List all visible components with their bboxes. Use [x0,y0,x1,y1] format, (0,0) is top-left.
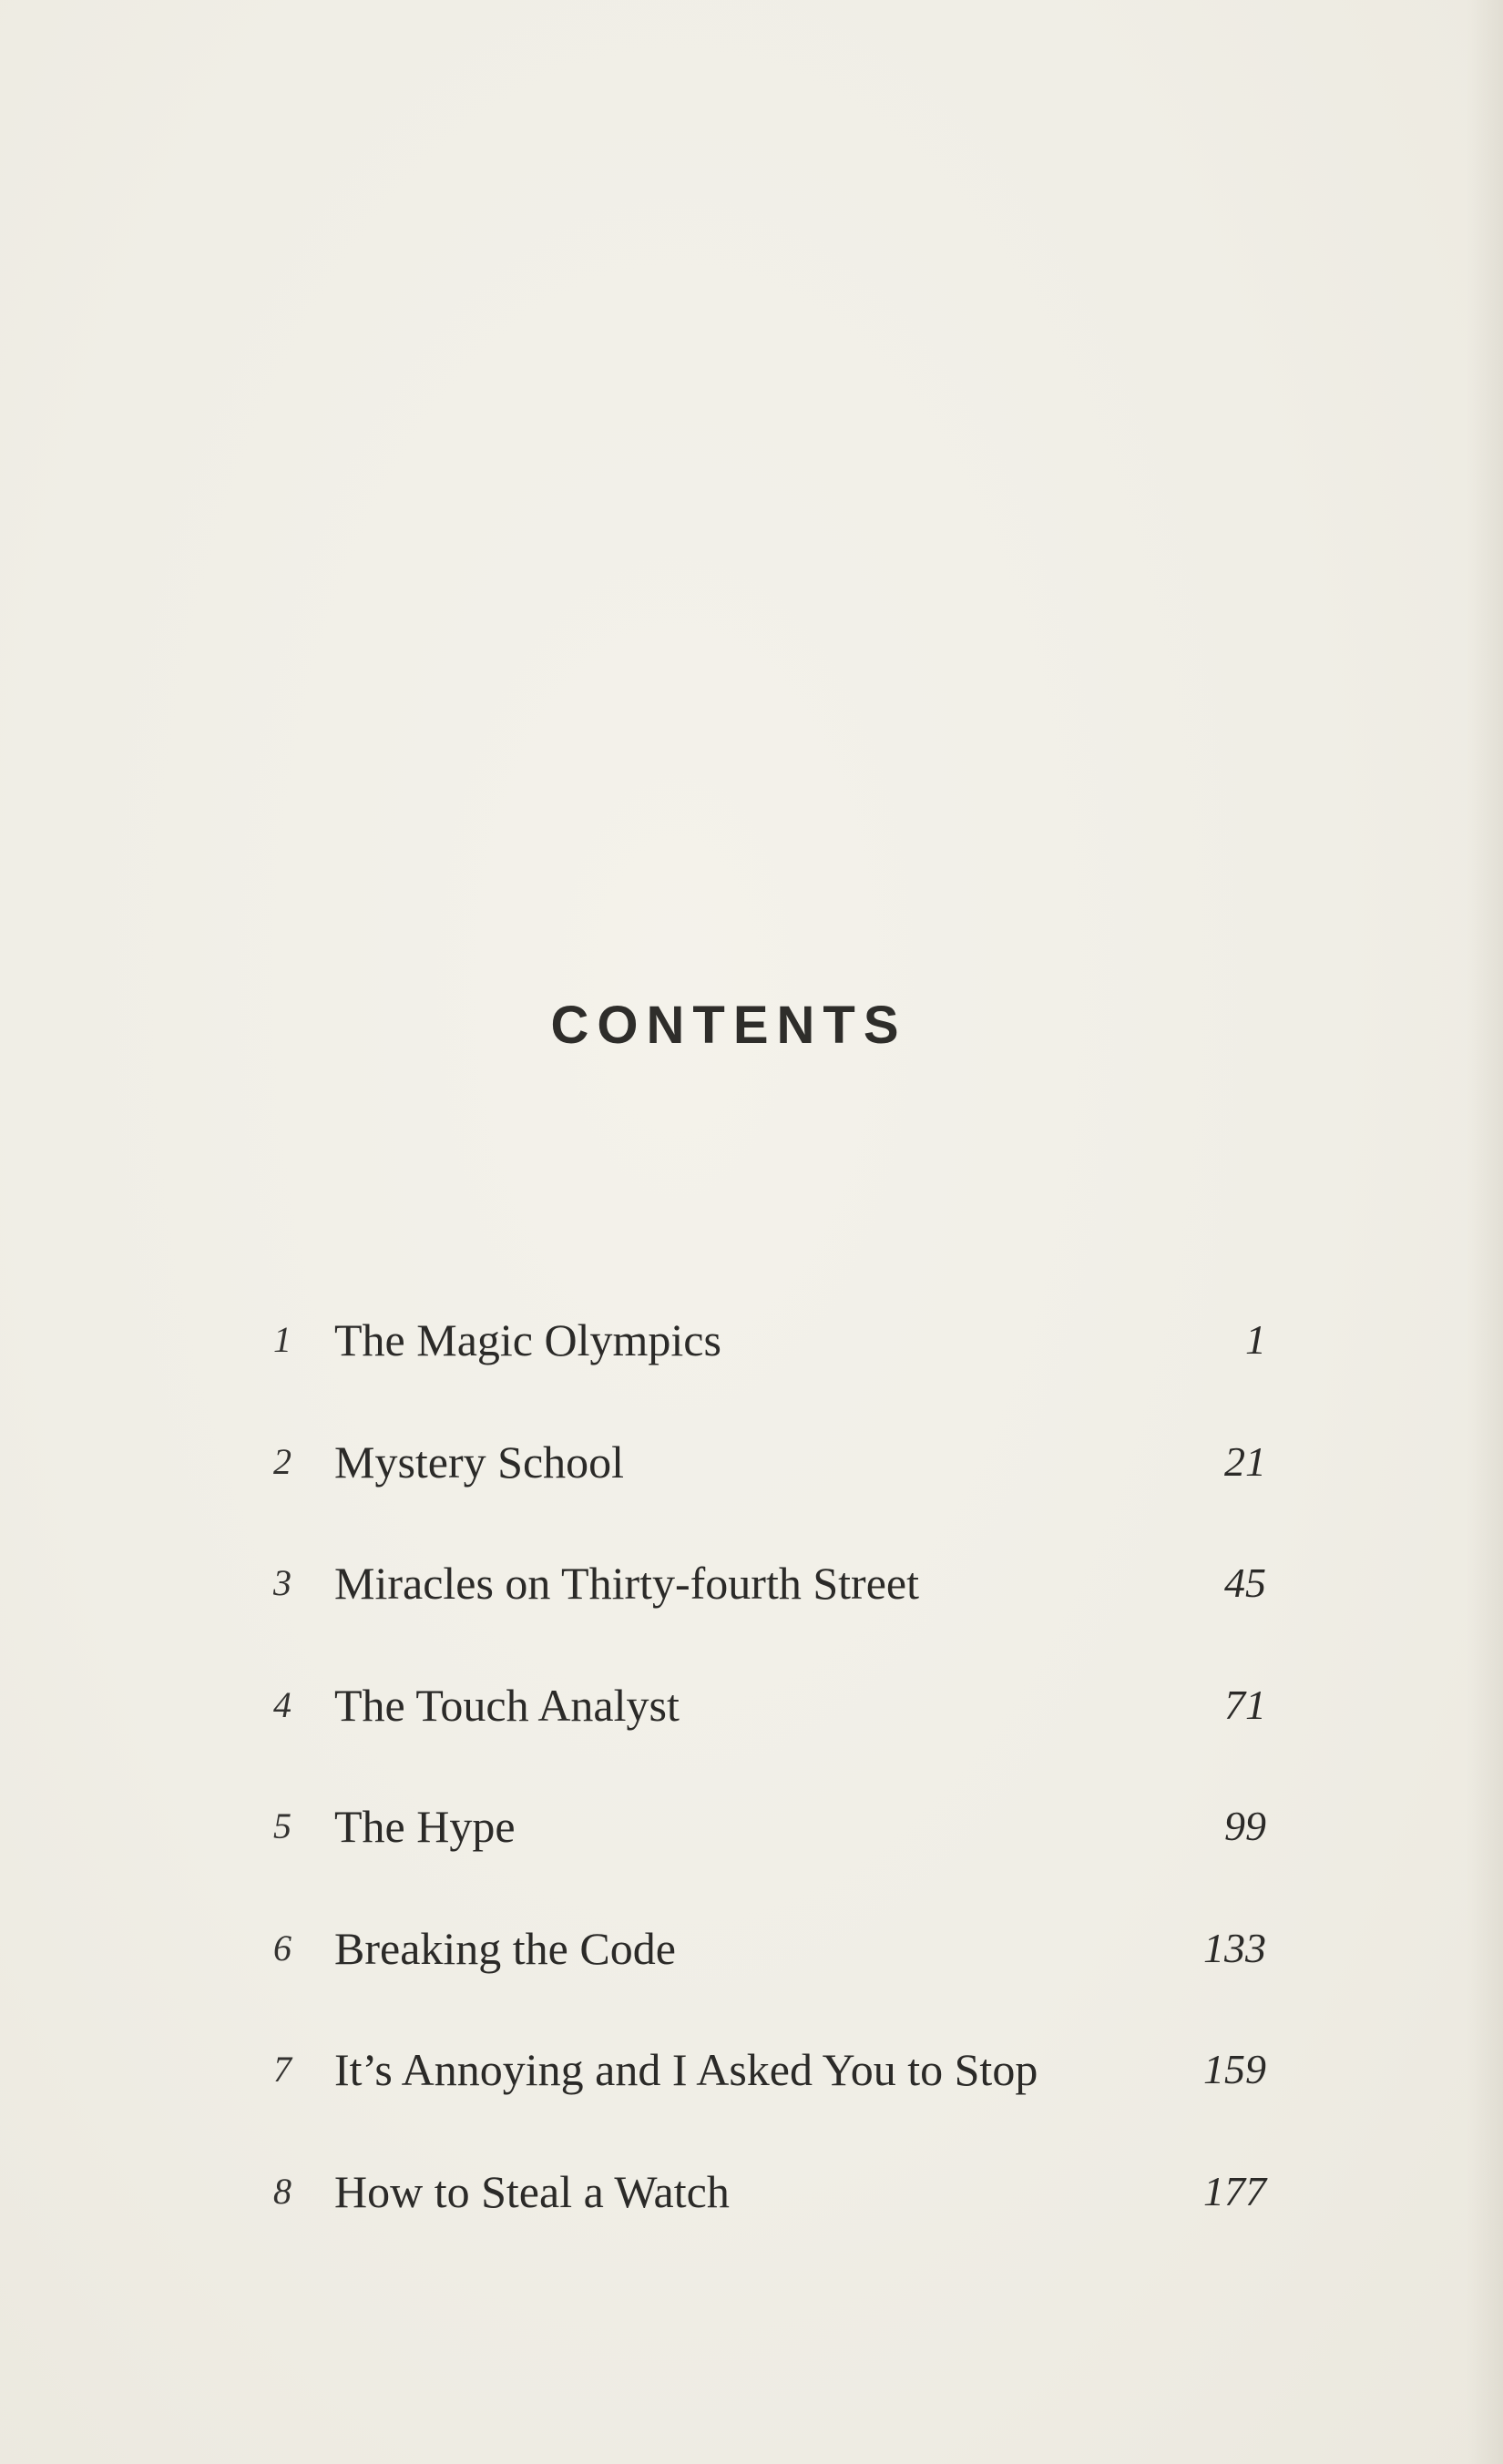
page-number: 45 [1224,1559,1266,1606]
page-title: CONTENTS [550,996,907,1055]
chapter-title: The Touch Analyst [334,1679,680,1731]
toc-entry [273,1663,1266,1785]
page-number: 133 [1203,1924,1266,1971]
table-of-contents [273,1298,1266,2271]
toc-entry [273,1784,1266,1907]
toc-entry [273,1907,1266,2029]
page-number: 159 [1203,2046,1266,2092]
chapter-number: 7 [273,2049,291,2090]
toc-entry [273,1298,1266,1420]
page-number: 1 [1245,1316,1266,1363]
chapter-number: 4 [273,1683,291,1725]
page-number: 99 [1224,1803,1266,1849]
chapter-title: Breaking the Code [334,1922,676,1974]
chapter-number: 2 [273,1440,291,1482]
page-number: 177 [1203,2167,1266,2214]
toc-entry [273,1420,1266,1542]
chapter-number: 8 [273,2170,291,2212]
chapter-title: The Magic Olympics [334,1314,721,1365]
chapter-number: 3 [273,1562,291,1603]
chapter-number: 5 [273,1805,291,1846]
toc-entry [273,1541,1266,1663]
chapter-title: Miracles on Thirty-fourth Street [334,1558,919,1609]
page-edge-shadow [1467,0,1503,2464]
chapter-title: The Hype [334,1801,516,1852]
chapter-title: How to Steal a Watch [334,2165,730,2217]
chapter-title: Mystery School [334,1436,625,1488]
chapter-number: 1 [273,1319,291,1360]
page-number: 21 [1224,1437,1266,1485]
page-number: 71 [1224,1681,1266,1728]
chapter-title: It’s Annoying and I Asked You to Stop [334,2044,1038,2095]
toc-entry [273,2028,1266,2150]
chapter-number: 6 [273,1927,291,1968]
toc-entry [273,2150,1266,2272]
